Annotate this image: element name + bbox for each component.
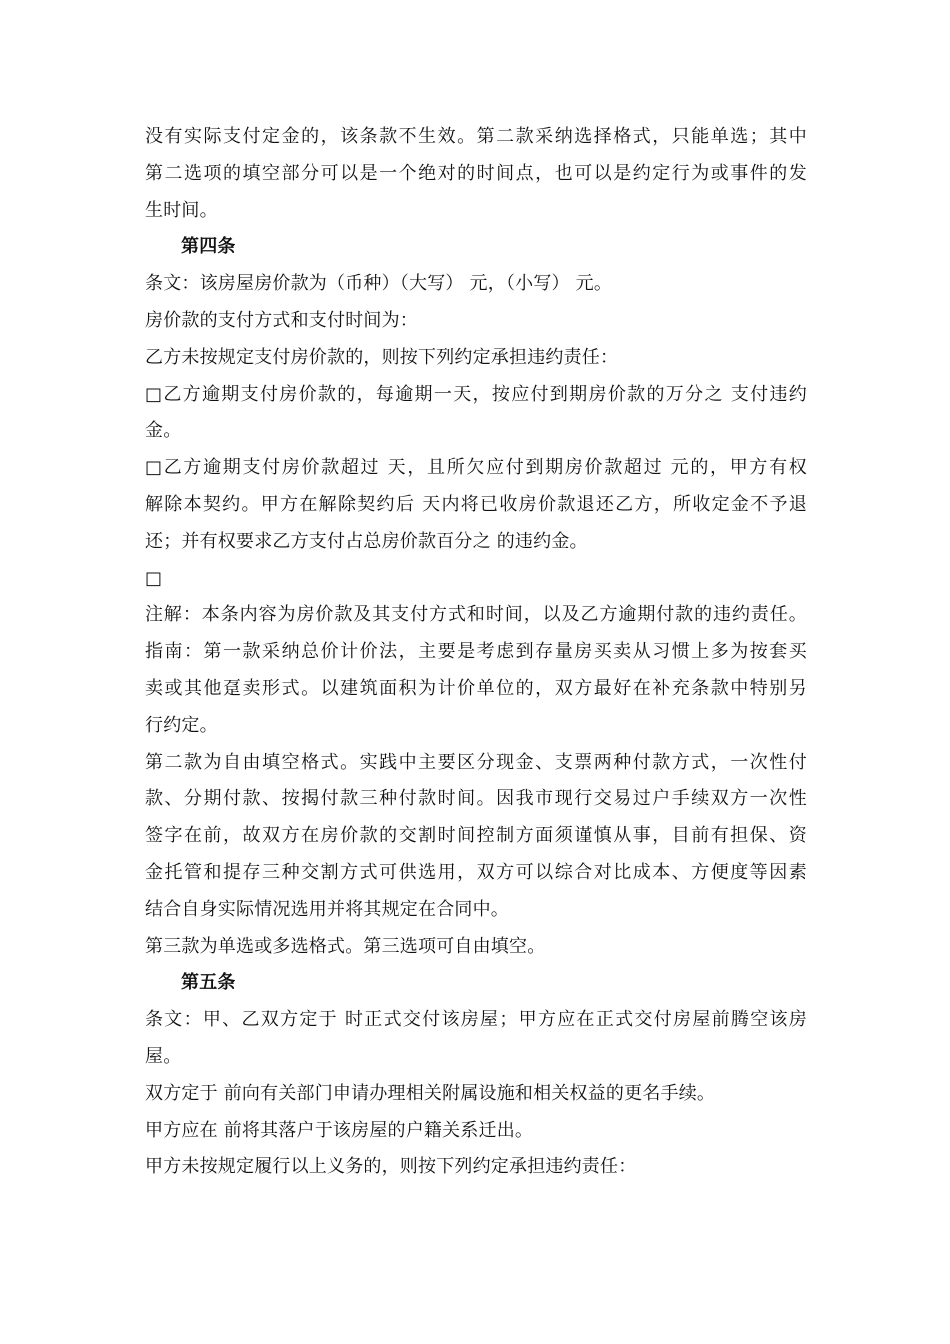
section-heading: 第四条 [181,236,236,258]
text-line: 指南：第一款采纳总价计价法，主要是考虑到存量房买卖从习惯上多为按套买 [145,641,807,663]
text-line: 第二选项的填空部分可以是一个绝对的时间点，也可以是约定行为或事件的发 [145,162,807,184]
text-line: 没有实际支付定金的，该条款不生效。第二款采纳选择格式，只能单选；其中 [145,126,807,147]
text-line: 第二款为自由填空格式。实践中主要区分现金、支票两种付款方式，一次性付 [145,751,807,773]
text-line: 屋。 [145,1045,182,1067]
text-line: 乙方未按规定支付房价款的，则按下列约定承担违约责任： [145,346,619,368]
text-line: 甲方应在 前将其落户于该房屋的户籍关系迁出。 [145,1119,534,1141]
text-line: 生时间。 [145,199,218,221]
text-line: 解除本契约。甲方在解除契约后 天内将已收房价款退还乙方，所收定金不予退 [145,493,807,515]
section-heading: 第五条 [181,972,236,994]
text-line: 金。 [145,420,182,442]
text-line: 房价款的支付方式和支付时间为： [145,309,418,331]
text-line: 条文：该房屋房价款为（币种）（大写） 元，（小写） 元。 [145,273,613,295]
text-line: □乙方逾期支付房价款超过 天，且所欠应付到期房价款超过 元的，甲方有权 [145,457,807,479]
text-line: 款、分期付款、按揭付款三种付款时间。因我市现行交易过户手续双方一次性 [145,788,807,810]
text-line: 签字在前，故双方在房价款的交割时间控制方面须谨慎从事，目前有担保、资 [145,825,807,847]
text-line: 卖或其他趸卖形式。以建筑面积为计价单位的，双方最好在补充条款中特别另 [145,677,807,699]
text-line: □ [145,567,163,589]
text-line: 结合自身实际情况选用并将其规定在合同中。 [145,898,509,920]
text-line: □乙方逾期支付房价款的，每逾期一天，按应付到期房价款的万分之 支付违约 [145,383,807,405]
text-line: 第三款为单选或多选格式。第三选项可自由填空。 [145,935,546,957]
text-line: 条文：甲、乙双方定于 时正式交付该房屋；甲方应在正式交付房屋前腾空该房 [145,1009,807,1031]
text-line: 行约定。 [145,714,218,736]
text-line: 还；并有权要求乙方支付占总房价款百分之 的违约金。 [145,530,588,552]
text-line: 金托管和提存三种交割方式可供选用，双方可以综合对比成本、方便度等因素 [145,861,807,883]
text-line: 双方定于 前向有关部门申请办理相关附属设施和相关权益的更名手续。 [145,1082,716,1104]
text-line: 甲方未按规定履行以上义务的，则按下列约定承担违约责任： [145,1156,637,1178]
text-line: 注解：本条内容为房价款及其支付方式和时间，以及乙方逾期付款的违约责任。 [145,604,807,626]
document-body [145,119,807,1186]
